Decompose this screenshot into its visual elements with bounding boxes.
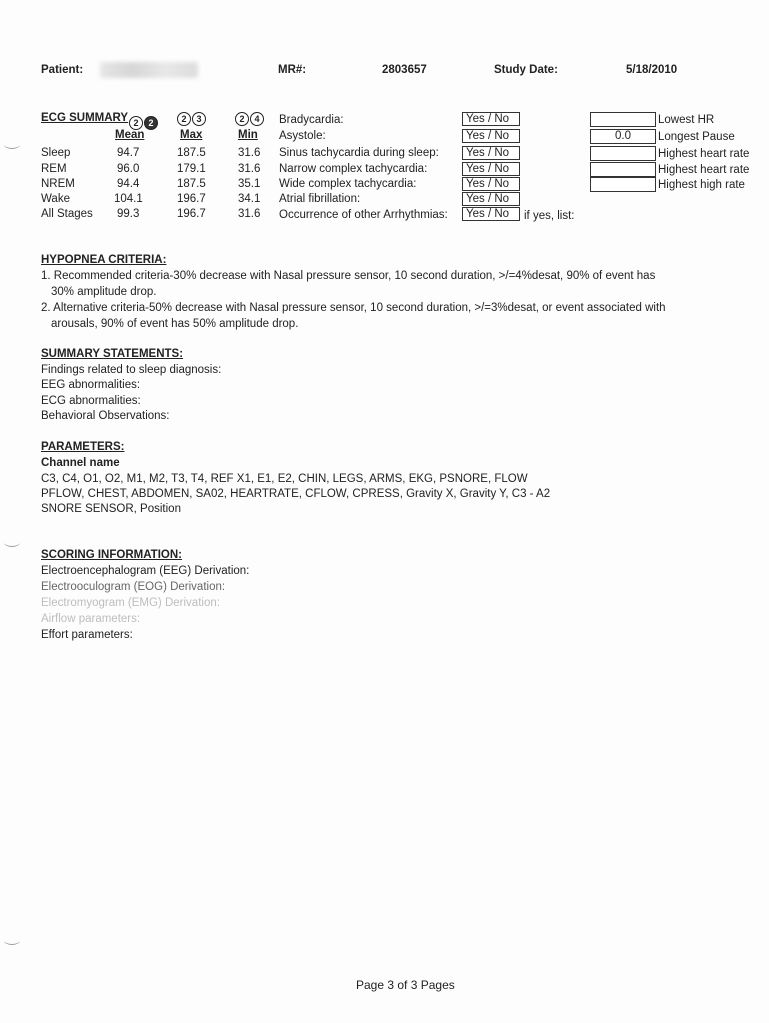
highest-high-rate-value	[590, 177, 656, 192]
scoring-line: Airflow parameters:	[41, 613, 141, 625]
scan-artifact	[4, 936, 20, 945]
max-sleep: 187.5	[177, 147, 206, 159]
arr-answer-box: Yes / No	[462, 162, 520, 176]
highest-hr-value-2	[590, 162, 656, 177]
summary-title: SUMMARY STATEMENTS:	[41, 348, 184, 360]
annotation-mark: 2	[129, 116, 143, 130]
arr-label: Sinus tachycardia during sleep:	[279, 147, 439, 159]
annotation-mark: 2	[144, 116, 158, 130]
scan-artifact	[4, 538, 20, 547]
hypopnea-line-1a: 1. Recommended criteria-30% decrease with Nasal pressure sensor, 10 second duration, >/=4%desat, 90% of event has	[41, 270, 656, 282]
mean-all: 99.3	[117, 208, 140, 220]
max-wake: 196.7	[177, 193, 206, 205]
mean-nrem: 94.4	[117, 178, 140, 190]
stage-rem: REM	[41, 163, 67, 175]
stage-sleep: Sleep	[41, 147, 71, 159]
lowest-hr-label: Lowest HR	[658, 114, 715, 126]
min-sleep: 31.6	[238, 147, 261, 159]
channel-name-heading: Channel name	[41, 457, 120, 469]
channel-line: C3, C4, O1, O2, M1, M2, T3, T4, REF X1, E1, E2, CHIN, LEGS, ARMS, EKG, PSNORE, FLOW	[41, 473, 528, 485]
mean-rem: 96.0	[117, 163, 140, 175]
annotation-marks-min	[234, 112, 264, 126]
col-mean: Mean	[115, 129, 145, 141]
annotation-mark: 4	[250, 112, 264, 126]
col-min: Min	[238, 129, 258, 141]
patient-label: Patient:	[41, 64, 84, 76]
summary-line: ECG abnormalities:	[41, 395, 141, 407]
max-nrem: 187.5	[177, 178, 206, 190]
hypopnea-title: HYPOPNEA CRITERIA:	[41, 254, 167, 266]
page-number: Page 3 of 3 Pages	[356, 978, 455, 992]
min-rem: 31.6	[238, 163, 261, 175]
summary-line: EEG abnormalities:	[41, 379, 141, 391]
annotation-marks-max	[176, 112, 206, 126]
scan-artifact	[4, 140, 20, 149]
scoring-line: Electromyogram (EMG) Derivation:	[41, 597, 220, 609]
annotation-marks-mean	[128, 116, 158, 130]
arr-label: Atrial fibrillation:	[279, 193, 361, 205]
min-nrem: 35.1	[238, 178, 261, 190]
stage-nrem: NREM	[41, 178, 75, 190]
max-all: 196.7	[177, 208, 206, 220]
col-max: Max	[180, 129, 203, 141]
channel-line: SNORE SENSOR, Position	[41, 503, 181, 515]
highest-hr-value	[590, 146, 656, 161]
arr-label: Bradycardia:	[279, 114, 344, 126]
highest-hr-label-2: Highest heart rate	[658, 164, 750, 176]
arr-label: Asystole:	[279, 130, 326, 142]
arr-answer-box: Yes / No	[462, 207, 520, 221]
mean-wake: 104.1	[114, 193, 143, 205]
arr-answer-box: Yes / No	[462, 177, 520, 191]
channel-line: PFLOW, CHEST, ABDOMEN, SA02, HEARTRATE, CFLOW, CPRESS, Gravity X, Gravity Y, C3 - A2	[41, 488, 551, 500]
arr-label: Occurrence of other Arrhythmias:	[279, 209, 448, 221]
max-rem: 179.1	[177, 163, 206, 175]
arr-answer-box: Yes / No	[462, 192, 520, 206]
annotation-mark: 2	[235, 112, 249, 126]
summary-line: Findings related to sleep diagnosis:	[41, 364, 222, 376]
stage-wake: Wake	[41, 193, 70, 205]
min-all: 31.6	[238, 208, 261, 220]
arr-label: Narrow complex tachycardia:	[279, 163, 428, 175]
scoring-line: Electroencephalogram (EEG) Derivation:	[41, 565, 250, 577]
min-wake: 34.1	[238, 193, 261, 205]
mr-label: MR#:	[278, 64, 307, 76]
hypopnea-line-2a: 2. Alternative criteria-50% decrease with Nasal pressure sensor, 10 second duration, >/=3%desat, or event associated with	[41, 302, 666, 314]
scoring-line: Electrooculogram (EOG) Derivation:	[41, 581, 226, 593]
longest-pause-value: 0.0	[590, 129, 656, 144]
patient-name-redacted	[100, 62, 198, 78]
arr-answer-box: Yes / No	[462, 129, 520, 143]
if-yes-list: if yes, list:	[524, 210, 575, 222]
mean-sleep: 94.7	[117, 147, 140, 159]
annotation-mark: 2	[177, 112, 191, 126]
longest-pause-label: Longest Pause	[658, 131, 735, 143]
parameters-title: PARAMETERS:	[41, 441, 125, 453]
hypopnea-line-1b: 30% amplitude drop.	[51, 286, 157, 298]
arr-answer-box: Yes / No	[462, 146, 520, 160]
highest-hr-label: Highest heart rate	[658, 148, 750, 160]
summary-line: Behavioral Observations:	[41, 410, 170, 422]
stage-all: All Stages	[41, 208, 93, 220]
lowest-hr-value	[590, 112, 656, 127]
study-date-label: Study Date:	[494, 64, 558, 76]
hypopnea-line-2b: arousals, 90% of event has 50% amplitude drop.	[51, 318, 299, 330]
scoring-title: SCORING INFORMATION:	[41, 549, 182, 561]
study-date-value: 5/18/2010	[626, 64, 678, 76]
mr-value: 2803657	[382, 64, 427, 76]
arr-label: Wide complex tachycardia:	[279, 178, 417, 190]
arr-answer-box: Yes / No	[462, 112, 520, 126]
scoring-line: Effort parameters:	[41, 629, 133, 641]
ecg-summary-title: ECG SUMMARY	[41, 112, 129, 124]
highest-high-rate-label: Highest high rate	[658, 179, 745, 191]
annotation-mark: 3	[192, 112, 206, 126]
